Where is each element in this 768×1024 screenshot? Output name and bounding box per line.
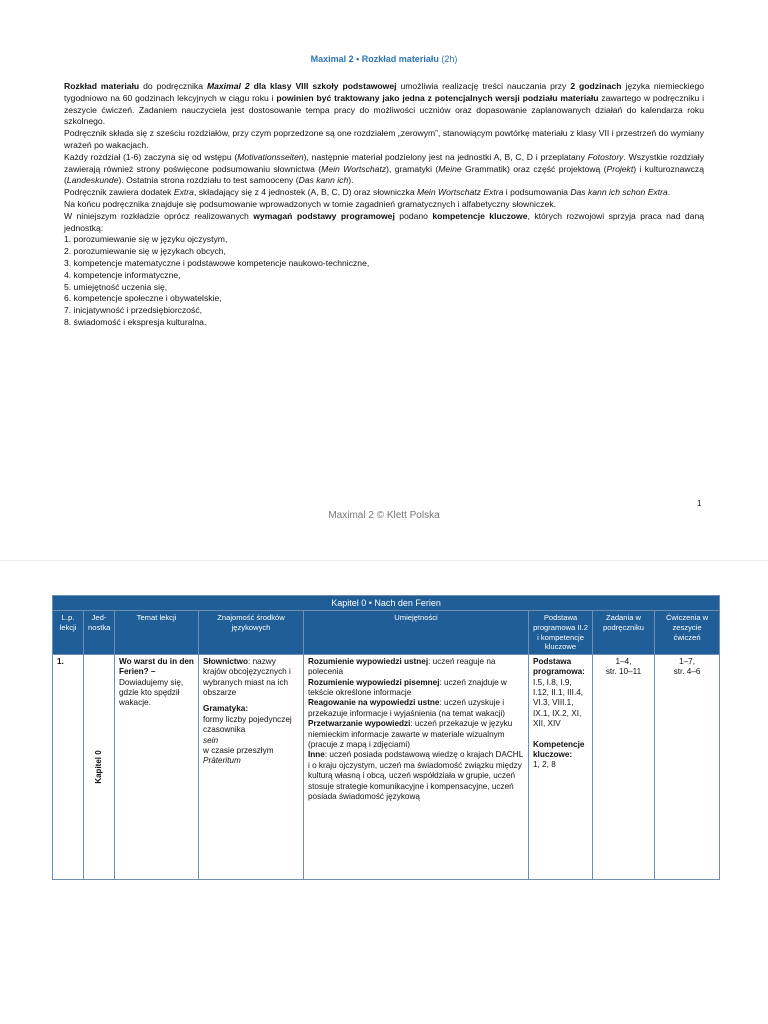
topic-cell (115, 654, 199, 879)
skill-entry: Rozumienie wypowiedzi ustnej: uczeń reaguje na polecenia (308, 656, 496, 677)
column-header: Podstawa programowa II.2 i kompetencje kluczowe (529, 611, 593, 654)
list-item: 7. inicjatywność i przedsiębiorczość, (64, 305, 203, 316)
intro-text (64, 81, 704, 329)
grammar-verb: sein (203, 735, 219, 745)
list-item: 1. porozumiewanie się w języku ojczystym, (64, 234, 228, 245)
vocab-grammar-cell (199, 654, 304, 879)
intro-paragraph-3: Każdy rozdział (1-6) zaczyna się od wstępu (Motivationsseiten), następnie materiał podzielony jest na jednostki A, B, C, D i przeplatany Fotostory. Wszystkie rozdziały zawierają również strony poświęcone podsumowaniu słownictwa (Mein Wortschatz), gramatyki (Meine Grammatik) oraz część projektową (Projekt) i kulturoznawczą (Landeskunde). Ostatnia strona rozdziału to test samooceny (Das kann ich). (64, 151, 705, 186)
column-header: Jed-nostka (84, 611, 115, 654)
lesson-plan-table (52, 595, 720, 880)
intro-paragraph-1: Rozkład materiału do podręcznika Maximal 2 dla klasy VIII szkoły podstawowej umożliwia realizację treści nauczania przy 2 godzinach języka niemieckiego tygodniowo na 60 godzinach lekcyjnych w ciągu roku i powinien być traktowany jako jedna z potencjalnych wersji podziału materiału zawartego w podręczniku i zeszycie ćwiczeń. Zadaniem nauczyciela jest dostosowanie tempa pracy do możliwości uczniów oraz dopasowanie zaplanowanych działań do kalendarza roku szkolnego. (64, 81, 705, 127)
skills-cell (304, 654, 529, 879)
page-number: 1 (697, 499, 702, 508)
page-divider (0, 560, 768, 561)
chapter-header: Kapitel 0 • Nach den Ferien (53, 596, 720, 611)
skill-entry: Przetwarzanie wypowiedzi: uczeń przekazuje w języku niemieckim informacje zawarte w materiale wizualnym (pracuje z mapą i zdjęciami) (308, 719, 513, 750)
tasks-range: 1–4, (615, 656, 632, 666)
unit-cell (84, 654, 115, 879)
column-header: Zadania w podręczniku (593, 611, 655, 654)
curriculum-cell (529, 654, 593, 879)
grammar-tense: Präteritum (203, 756, 241, 766)
skill-entry: Reagowanie na wypowiedzi ustne: uczeń uzyskuje i przekazuje informacje i wyjaśnienia (na temat wakacji) (308, 698, 506, 718)
list-item: 6. kompetencje społeczne i obywatelskie, (64, 293, 222, 304)
intro-paragraph-2: Podręcznik składa się z sześciu rozdziałów, przy czym poprzedzone są one rozdziałem „zerowym”, stanowiącym powtórkę materiału z klasy VII i przestrzeń do wymiany wrażeń po wakacjach. (64, 128, 704, 150)
curriculum-codes: I.5, I.8, I.9, I.12, II.1, III.4, VI.3, VIII.1, IX.1, IX.2, XI, XII, XIV (533, 677, 584, 729)
workbook-exercises-cell (655, 654, 720, 879)
skill-entry: Rozumienie wypowiedzi pisemnej: uczeń znajduje w tekście określone informacje (308, 677, 507, 697)
topic-title: Wo warst du in den Ferien? – (119, 656, 194, 677)
column-header: Umiejętności (304, 611, 529, 654)
key-competences-label: Kompetencje kluczowe: (533, 739, 585, 760)
duration-text: (2h) (441, 54, 458, 64)
intro-paragraph-4: Podręcznik zawiera dodatek Extra, składający się z 4 jednostek (A, B, C, D) oraz słowniczka Mein Wortschatz Extra i podsumowania Das kann ich schon Extra. (64, 187, 671, 198)
column-header: Temat lekcji (115, 611, 199, 654)
topic-description: Dowiadujemy się, gdzie kto spędził wakacje. (119, 677, 184, 708)
exercises-pages: str. 4–6 (673, 667, 701, 677)
grammar-text-2: w czasie przeszłym (203, 746, 274, 756)
column-header: Znajomość środków językowych (199, 611, 304, 654)
intro-paragraph-6: W niniejszym rozkładzie oprócz realizowanych wymagań podstawy programowej podano kompetencje kluczowe, których rozwojowi sprzyja praca nad daną jednostką: (64, 210, 705, 233)
key-competences-values: 1, 2, 8 (533, 760, 556, 770)
list-item: 2. porozumiewanie się w językach obcych, (64, 246, 226, 257)
list-item: 4. kompetencje informatyczne, (64, 269, 181, 280)
page-footer: Maximal 2 © Klett Polska (328, 510, 440, 521)
list-item: 3. kompetencje matematyczne i podstawowe kompetencje naukowo-techniczne, (64, 257, 370, 268)
curriculum-label: Podstawa programowa: (533, 656, 585, 677)
intro-paragraph-5: Na końcu podręcznika znajduje się podsumowanie wprowadzonych w tomie zagadnień gramatycznych i alfabetyczny słowniczek. (64, 198, 557, 209)
table-row (53, 654, 720, 879)
column-header: Ćwiczenia w zeszycie ćwiczeń (655, 611, 720, 654)
grammar-entry: Gramatyka: (203, 704, 249, 714)
skill-entry: Inne: uczeń posiada podstawową wiedzę o krajach DACHL i o kraju ojczystym, uczeń ma świadomość związku między kulturą własną i obcą, uczeń współdziała w grupie, uczeń stosuje strategie komunikacyjne i kompensacyjne, uczeń posiada świadomość językową (308, 750, 523, 802)
tasks-pages: str. 10–11 (605, 667, 642, 677)
vocab-entry: Słownictwo: nazwy krajów obcojęzycznych i wybranych miast na ich obszarze (203, 656, 291, 697)
lesson-number: 1. (53, 654, 84, 879)
competence-list (64, 234, 704, 328)
textbook-tasks-cell (593, 654, 655, 879)
document-title (0, 54, 768, 64)
list-item: 5. umiejętność uczenia się, (64, 281, 168, 292)
exercises-range: 1–7, (679, 656, 696, 666)
list-item: 8. świadomość i ekspresja kulturalna. (64, 316, 207, 327)
title-text: Maximal 2 • Rozkład materiału (310, 54, 439, 64)
unit-label: Kapitel 0 (93, 750, 103, 784)
grammar-text: formy liczby pojedynczej czasownika (203, 714, 292, 735)
column-header: L.p. lekcji (53, 611, 84, 654)
